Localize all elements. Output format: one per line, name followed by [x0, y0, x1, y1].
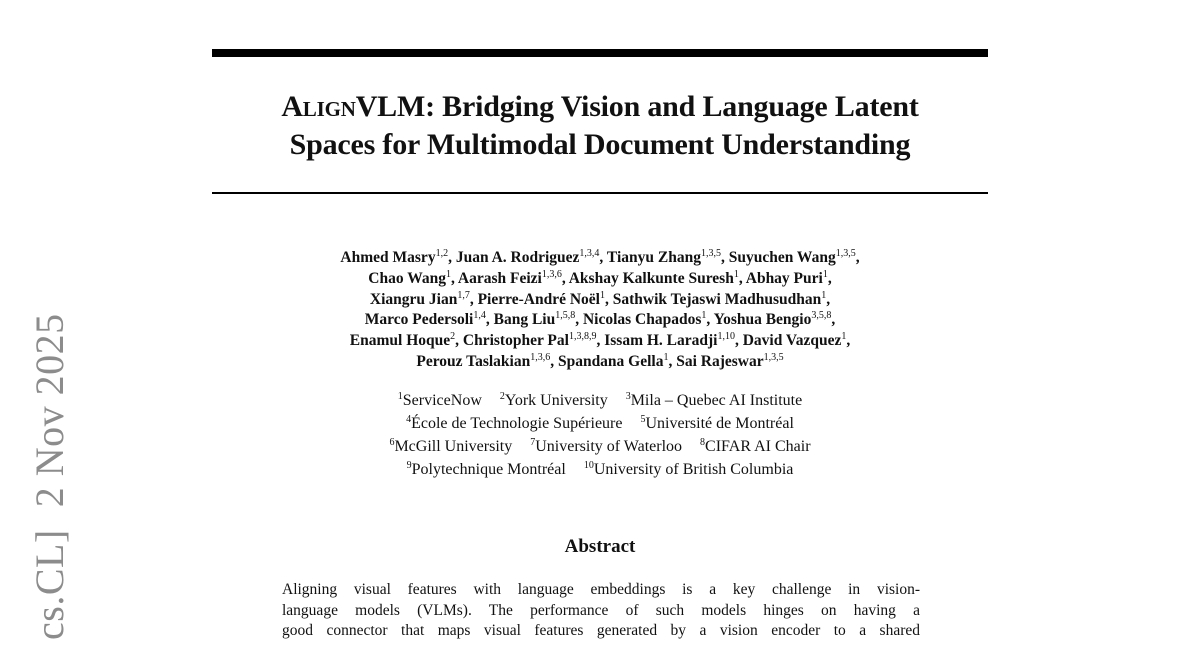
arxiv-category: cs.CL] — [27, 529, 72, 640]
author-name: Issam H. Laradji — [604, 332, 718, 350]
author-separator: , — [448, 249, 456, 266]
author-separator: , — [550, 352, 558, 370]
affiliation-name: University of Waterloo — [535, 438, 683, 455]
author-separator: , — [846, 332, 851, 350]
author-name: Tianyu Zhang — [606, 249, 701, 266]
author — [613, 291, 830, 308]
author — [370, 291, 478, 308]
abstract-line: language models (VLMs). The performance of such models hinges on having a — [282, 601, 920, 619]
author-separator: , — [596, 332, 605, 350]
author-name: Marco Pedersoli — [364, 311, 474, 329]
affiliation-name: Mila – Quebec AI Institute — [630, 392, 803, 409]
affiliation-line — [212, 435, 988, 458]
author-affiliation-marks: 1,3,8,9 — [568, 331, 597, 343]
author-name: Abhay Puri — [745, 269, 823, 287]
affiliation-line — [212, 458, 988, 481]
author-name: Nicolas Chapados — [582, 311, 702, 329]
affiliation — [398, 392, 482, 409]
author-name: Aarash Feizi — [457, 269, 542, 287]
author — [714, 311, 836, 328]
author-affiliation-marks: 1,10 — [717, 331, 735, 343]
affiliation-number: 10 — [583, 460, 594, 471]
author-affiliation-marks: 1 — [445, 268, 451, 280]
author-separator: , — [485, 311, 494, 329]
author — [604, 332, 743, 349]
author-name: David Vazquez — [742, 332, 842, 350]
author — [494, 311, 583, 328]
author-separator: , — [575, 311, 583, 329]
author — [456, 249, 607, 266]
affiliation — [500, 392, 608, 409]
paper-title — [212, 88, 988, 164]
author-name: Pierre-André Noël — [477, 290, 600, 308]
affiliation-name: University of British Columbia — [593, 461, 794, 478]
author — [743, 332, 851, 349]
affiliation-name: Polytechnique Montréal — [411, 461, 566, 478]
author — [416, 353, 558, 370]
author — [350, 332, 463, 349]
abstract-line: good connector that maps visual features generated by a vision encoder to a shared — [282, 622, 920, 639]
author-affiliation-marks: 1,4 — [473, 310, 486, 322]
author — [478, 291, 613, 308]
affiliation-number: 6 — [389, 437, 395, 448]
author-affiliation-marks: 1 — [599, 289, 605, 301]
author-affiliation-marks: 1 — [733, 268, 739, 280]
author-name: Sai Rajeswar — [676, 352, 764, 370]
author-separator: , — [706, 311, 714, 329]
affiliation-name: McGill University — [394, 438, 513, 455]
affiliation-list — [212, 389, 988, 481]
author-affiliation-marks: 1 — [701, 310, 707, 322]
author-separator: , — [469, 290, 478, 308]
author-name: Xiangru Jian — [369, 290, 458, 308]
abstract-line: Aligning visual features with language embeddings is a key challenge in vision- — [282, 581, 920, 598]
affiliation-name: CIFAR AI Chair — [705, 438, 811, 455]
affiliation — [584, 461, 794, 478]
author — [368, 270, 458, 287]
author — [583, 311, 714, 328]
author-affiliation-marks: 1,3,6 — [530, 351, 551, 363]
author-affiliation-marks: 1 — [663, 351, 669, 363]
author — [746, 270, 832, 287]
author — [558, 353, 676, 370]
author-separator: , — [827, 269, 832, 287]
author-separator: , — [831, 311, 836, 329]
affiliation-number: 5 — [640, 414, 646, 425]
title-line-1 — [212, 88, 988, 126]
author-separator: , — [455, 332, 463, 350]
author-separator: , — [734, 332, 743, 350]
author-affiliation-marks: 1,7 — [457, 289, 470, 301]
author — [463, 332, 604, 349]
author-affiliation-marks: 1 — [822, 268, 828, 280]
author-name: Ahmed Masry — [340, 249, 436, 266]
author-separator: , — [668, 352, 677, 370]
affiliation-line — [212, 389, 988, 412]
affiliation-number: 9 — [406, 460, 412, 471]
author-separator: , — [720, 249, 729, 266]
affiliation — [389, 438, 512, 455]
author-name: Spandana Gella — [557, 352, 664, 370]
affiliation — [406, 415, 622, 432]
author-name: Enamul Hoque — [349, 332, 451, 350]
affiliation — [700, 438, 810, 455]
author-separator: , — [599, 249, 607, 266]
author-name: Christopher Pal — [462, 332, 569, 350]
affiliation-line — [212, 412, 988, 435]
author-affiliation-marks: 2 — [450, 331, 456, 343]
author — [458, 270, 569, 287]
author-separator: , — [826, 290, 831, 308]
author-name: Perouz Taslakian — [416, 352, 531, 370]
title-name-rest: VLM — [355, 90, 426, 123]
author — [607, 249, 729, 266]
author-name: Akshay Kalkunte Suresh — [568, 269, 734, 287]
affiliation-number: 8 — [700, 437, 706, 448]
affiliation-name: York University — [504, 392, 608, 409]
affiliation — [530, 438, 682, 455]
arxiv-sidebar-stamp — [27, 313, 72, 640]
author — [729, 249, 860, 266]
title-line-2: Spaces for Multimodal Document Understanding — [289, 128, 911, 161]
title-line-1-rest: : Bridging Vision and Language Latent — [425, 90, 919, 123]
author-list — [212, 248, 988, 373]
author-affiliation-marks: 3,5,8 — [811, 310, 832, 322]
author-affiliation-marks: 1,3,5 — [700, 248, 721, 259]
author — [676, 353, 783, 370]
author-separator: , — [604, 290, 613, 308]
arxiv-date: 2 Nov 2025 — [27, 313, 72, 508]
title-top-rule — [212, 49, 988, 57]
author — [569, 270, 746, 287]
affiliation-name: ServiceNow — [402, 392, 482, 409]
author-affiliation-marks: 1,3,5 — [835, 248, 856, 259]
affiliation-number: 7 — [530, 437, 536, 448]
author-separator: , — [738, 269, 746, 287]
author — [340, 249, 455, 266]
affiliation-number: 2 — [499, 391, 505, 402]
affiliation — [640, 415, 793, 432]
author-name: Yoshua Bengio — [713, 311, 812, 329]
author-separator: , — [561, 269, 569, 287]
affiliation-name: Université de Montréal — [645, 415, 794, 432]
author-name: Chao Wang — [368, 269, 446, 287]
author-affiliation-marks: 1,3,6 — [541, 268, 562, 280]
author-name: Suyuchen Wang — [728, 249, 836, 266]
author-name: Bang Liu — [493, 311, 556, 329]
author-name: Sathwik Tejaswi Madhusudhan — [612, 290, 822, 308]
abstract-heading: Abstract — [564, 536, 636, 557]
author-name: Juan A. Rodriguez — [455, 249, 580, 266]
author-separator: , — [855, 249, 860, 266]
affiliation — [626, 392, 803, 409]
affiliation-number: 1 — [397, 391, 403, 402]
author — [365, 311, 494, 328]
affiliation-name: École de Technologie Supérieure — [411, 415, 623, 432]
author-affiliation-marks: 1,2 — [435, 248, 449, 259]
affiliation — [407, 461, 566, 478]
abstract-text — [282, 580, 920, 642]
affiliation-number: 3 — [625, 391, 631, 402]
author-affiliation-marks: 1,5,8 — [555, 310, 576, 322]
author-separator: , — [450, 269, 458, 287]
author-affiliation-marks: 1 — [841, 331, 847, 343]
author-affiliation-marks: 1,3,4 — [579, 248, 600, 259]
affiliation-number: 4 — [406, 414, 412, 425]
title-name-small-caps: Align — [281, 90, 356, 123]
author-affiliation-marks: 1 — [821, 289, 827, 301]
title-bottom-rule — [212, 192, 988, 194]
author-affiliation-marks: 1,3,5 — [763, 351, 784, 363]
